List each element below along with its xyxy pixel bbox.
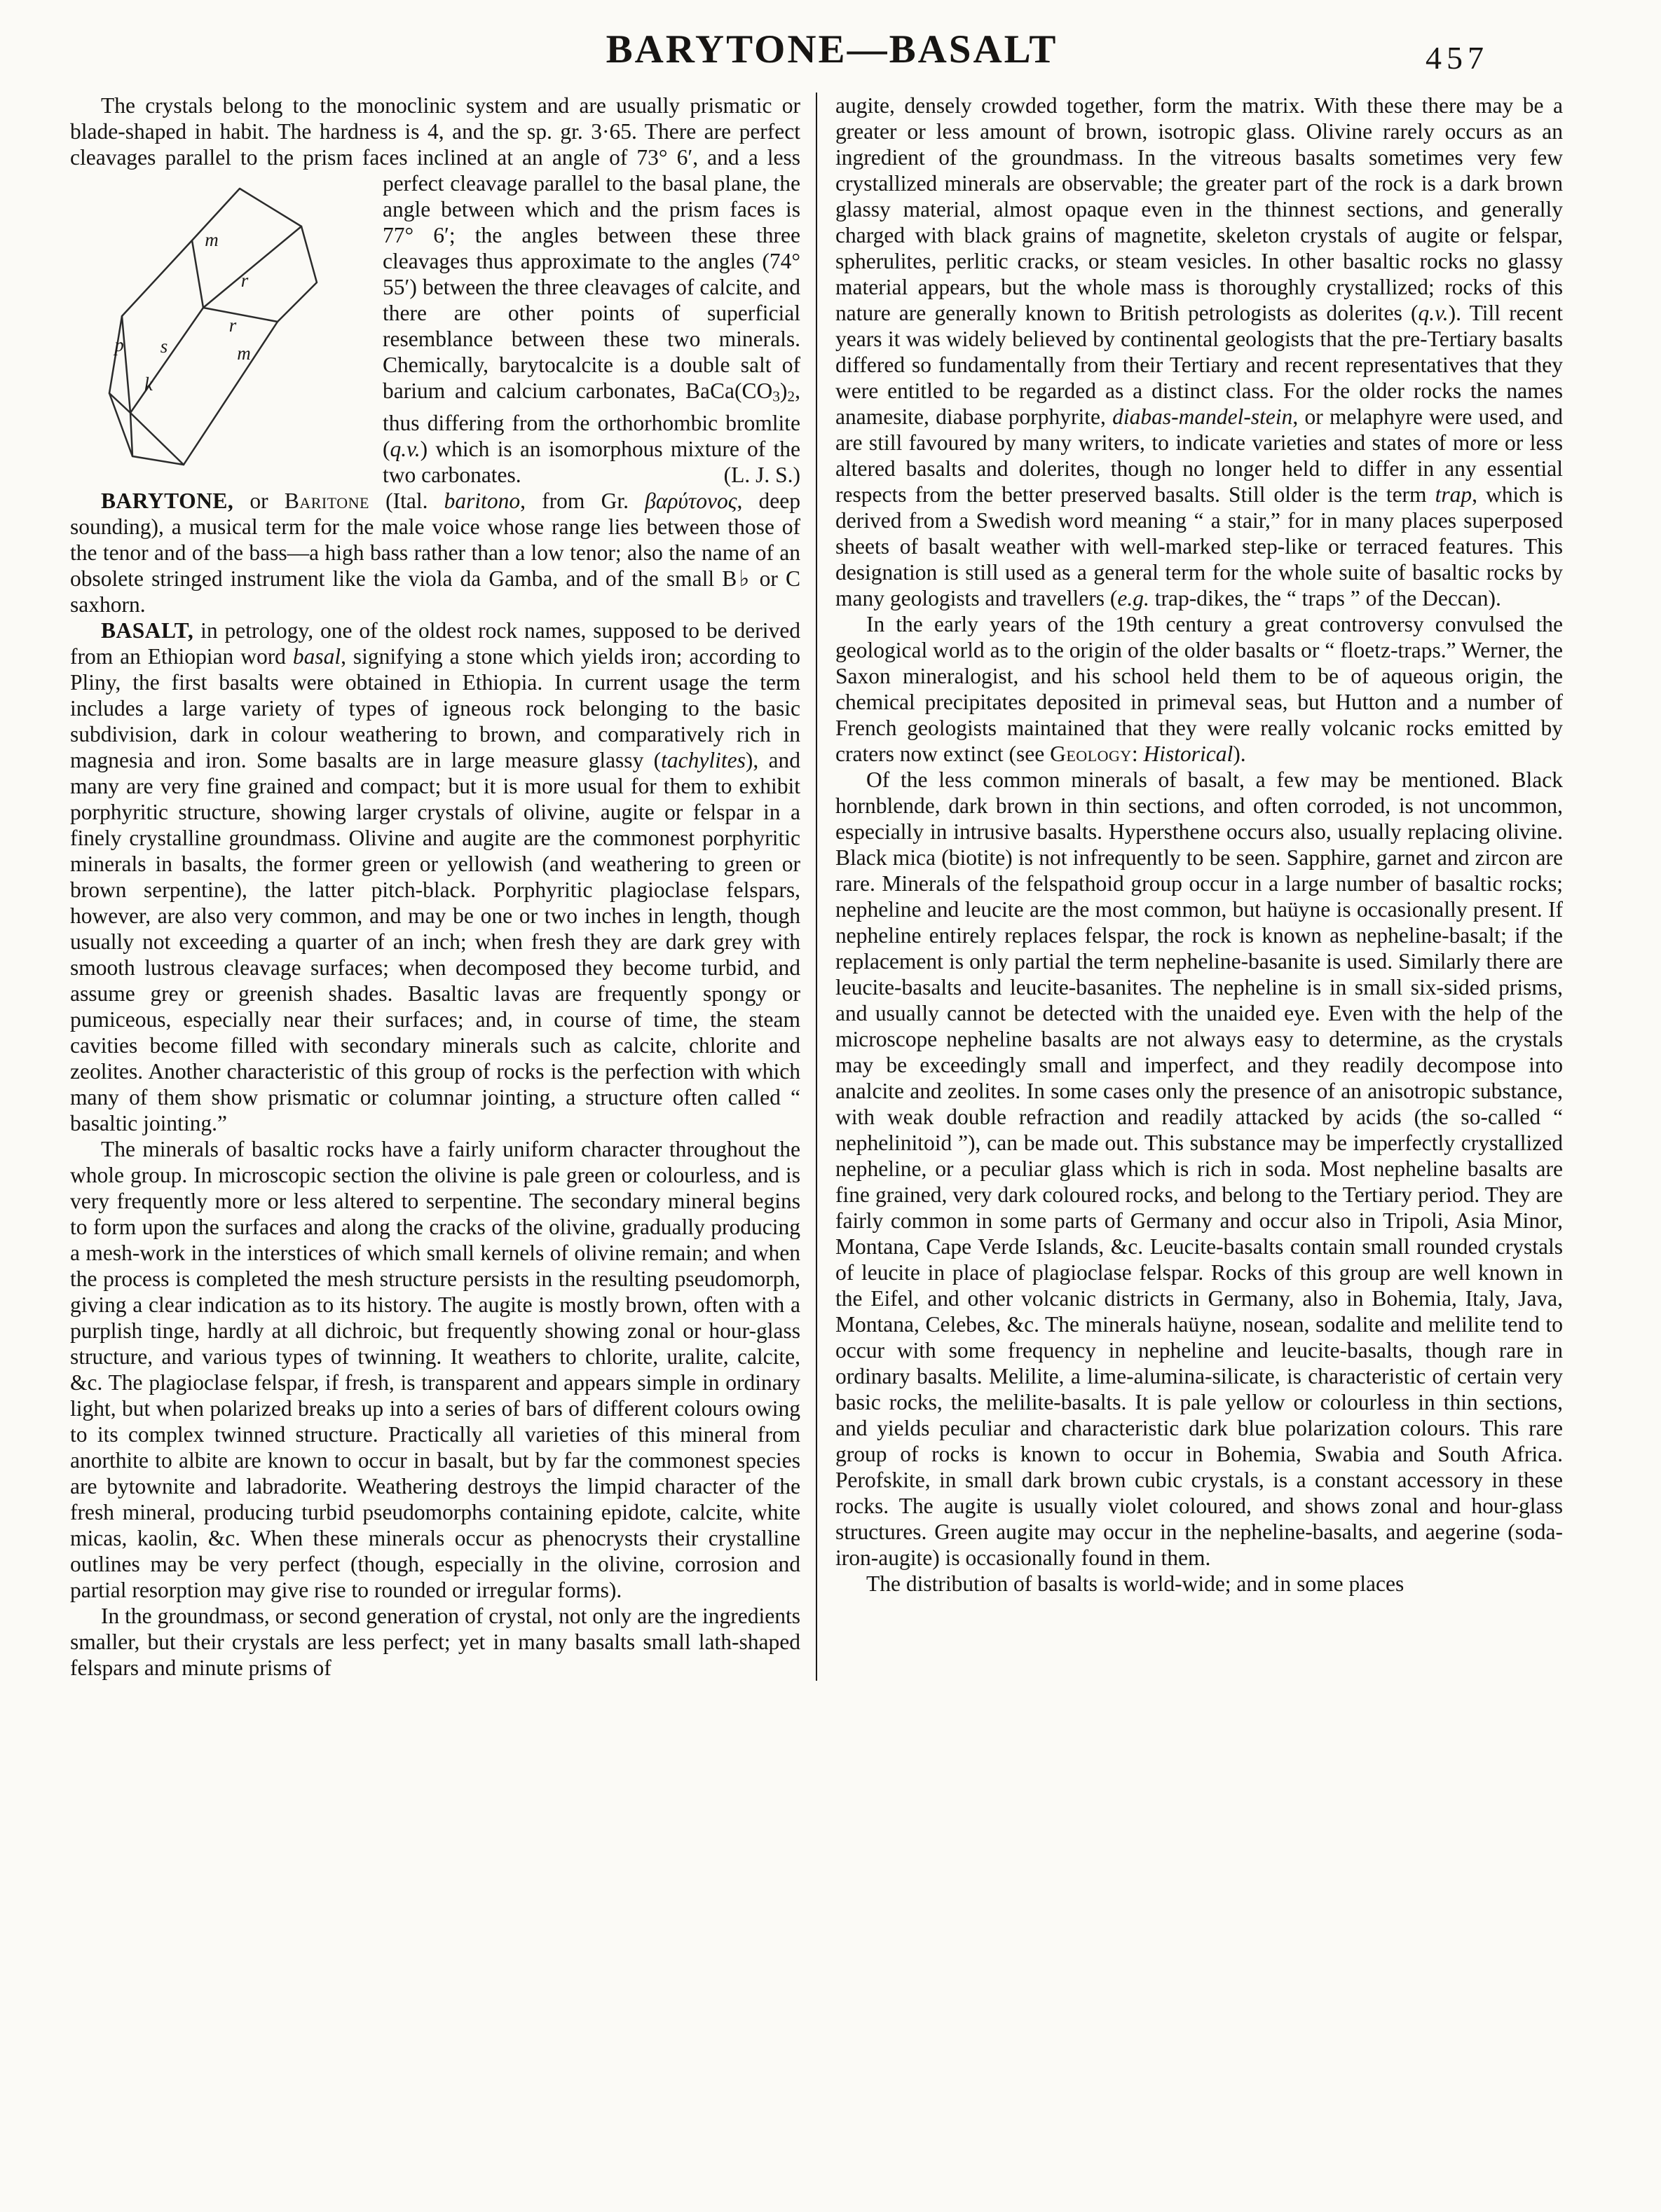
face-label-r: r (240, 270, 249, 291)
page-header (70, 27, 1594, 84)
paragraph: BASALT, in petrology, one of the oldest rock names, supposed to be derived from an Ethiopian word basal, signifying a stone which yields iron; according to Pliny, the first basalts were obtained in Ethiopia. In current usage the term includes a large variety of types of igneous rock belonging to the basic subdivision, dark in colour weathering to brown, and comparatively rich in magnesia and iron. Some basalts are in large measure glassy (tachylites), and many are very fine grained and compact; but it is more usual for them to exhibit porphyritic structure, showing larger crystals of olivine, augite or felspar in a finely crystalline groundmass. Olivine and augite are the commonest porphyritic minerals in basalts, the former green or yellowish (and weathering to green or brown serpentine), the latter pitch-black. Porphyritic plagioclase felspars, however, are also very common, and may be one or two inches in length, though usually not exceeding a quarter of an inch; when fresh they are dark grey with smooth lustrous cleavage surfaces; when decomposed they become turbid, and assume grey or greenish shades. Basaltic lavas are frequently spongy or pumiceous, especially near their surfaces; and, in course of time, the steam cavities become filled with secondary minerals such as calcite, chlorite and zeolites. Another characteristic of this group of rocks is the perfection with which many of them show prismatic or columnar jointing, a structure often called “ basaltic jointing.” (70, 617, 800, 1135)
text-segment: βαρύτονος (645, 488, 737, 513)
paragraph: The distribution of basalts is world-wide; and in some places (866, 1571, 1404, 1596)
paragraph: In the early years of the 19th century a great controversy convulsed the geological world as to the origin of the older basalts or “ floetz-traps.” Werner, the Saxon mineralogist, and his school held them to be of aqueous origin, the chemical precipitates deposited in primeval seas, but Hutton and a number of French geologists maintained that they were really volcanic rocks emitted by craters now extinct (see Geology: Historical). (835, 612, 1563, 766)
left-column (70, 93, 816, 1681)
paragraph: Of the less common minerals of basalt, a few may be mentioned. Black hornblende, dark brown in thin sections, and often corroded, is not uncommon, especially in intrusive basalts. Hypersthene occurs also, usually replacing olivine. Black mica (biotite) is not infrequently to be seen. Sapphire, garnet and zircon are rare. Minerals of the felspathoid group occur in a large number of basaltic rocks; nepheline and leucite are the most common, but haüyne is occasionally present. If nepheline entirely replaces felspar, the rock is known as nepheline-basalt; if the replacement is only partial the term nepheline-basanite is used. Similarly there are leucite-basalts and leucite-basanites. The nepheline is in small six-sided prisms, and usually cannot be detected with the unaided eye. Even with the help of the microscope nepheline basalts are not always easy to determine, as the crystals may be exceedingly small and imperfect, and they readily decompose into analcite and zeolites. In some cases only the presence of an anisotropic substance, with weak double refraction and readily attacked by acids (the so-called “ nephelinitoid ”), can be made out. This substance may be imperfectly crystallized nepheline, or a peculiar glass which is rich in soda. Most nepheline basalts are fine grained, very dark coloured rocks, and belong to the Tertiary period. They are fairly common in some parts of Germany and occur also in Tripoli, Asia Minor, Montana, Cape Verde Islands, &c. Leucite-basalts contain small rounded crystals of leucite in place of plagioclase felspar. Rocks of this group are well known in the Eifel, and other volcanic districts in Germany, also in Bohemia, Italy, Java, Montana, Celebes, &c. The minerals haüyne, nosean, sodalite and melilite tend to occur with some frequency in nepheline and leucite-basalts, though rare in ordinary basalts. Melilite, a lime-alumina-silicate, is characteristic of certain very basic rocks, the melilite-basalts. It is pale yellow or colourless in thin sections, and yields peculiar and characteristic dark blue polarization colours. This rare group of rocks is known to occur in Bohemia, Swabia and South Africa. Perofskite, in small dark brown cubic crystals, is a constant accessory in these rocks. The augite is usually violet coloured, and shows zonal and hour-glass structures. Green augite may occur in the nepheline-basalts, and aegerine (soda-iron-augite) is occasionally found in them. (835, 767, 1563, 1570)
paragraph: The minerals of basaltic rocks have a fairly uniform character throughout the whole group. In microscopic section the olivine is pale green or colourless, and is very frequently more or less altered to serpentine. The secondary mineral begins to form upon the surfaces and along the cracks of the olivine, gradually producing a mesh-work in the interstices of which small kernels of olivine remain; and when the process is completed the mesh structure persists in the resulting pseudomorph, giving a clear indication as to its history. The augite is mostly brown, often with a purplish tinge, hardly at all dichroic, but frequently showing zonal or hour-glass structure, and various types of twinning. It weathers to chlorite, uralite, calcite, &c. The plagioclase felspar, if fresh, is transparent and appears simple in ordinary light, but when polarized breaks up into a series of bars of different colours owing to its complex twinned structure. Practically all varieties of this mineral from anorthite to albite are known to occur in basalt, but by far the commonest species are bytownite and labradorite. Weathering destroys the limpid character of the fresh mineral, producing turbid pseudomorphs containing epidote, calcite, white micas, kaolin, &c. When these minerals occur as phenocrysts their crystalline outlines may be very perfect (though, especially in the olivine, corrosion and partial resorption may give rise to rounded or irregular forms). (70, 1136, 800, 1602)
paragraph: In the groundmass, or second generation of crystal, not only are the ingredients smaller, but their crystals are less perfect; yet in many basalts small lath-shaped felspars and minute prisms of (70, 1603, 800, 1680)
face-label-r: r (228, 315, 237, 336)
crystal-line-drawing-icon (94, 176, 362, 467)
paragraph: augite, densely crowded together, form the matrix. With these there may be a greater or less amount of brown, isotropic glass. Olivine rarely occurs as an ingredient of the groundmass. In the vitreous basalts sometimes very few crystallized minerals are observable; the greater part of the rock is a dark brown glassy material, almost opaque even in the thinnest sections, and generally charged with black grains of magnetite, skeleton crystals of augite or felspar, spherulites, perlitic cracks, or steam vesicles. In other basaltic rocks no glassy material appears, but the whole mass is thoroughly crystallized; rocks of this nature are generally known to British petrologists as dolerites (q.v.). Till recent years it was widely believed by continental geologists that the pre-Tertiary basalts differed so fundamentally from their Tertiary and recent representatives that they were entitled to be regarded as a distinct class. For the older rocks the names anamesite, diabase porphyrite, diabas-mandel-stein, or melaphyre were used, and are still favoured by many writers, to indicate varieties and states of more or less altered basalts and dolerites, though no longer held to differ in any essential respects from the better preserved basalts. Still older is the term trap, which is derived from a Swedish word meaning “ a stair,” for in many places superposed sheets of basalt weather with well-marked step-like or terraced features. This designation is still used as a general term for the whole suite of basaltic rocks by many geologists and travellers (e.g. trap-dikes, the “ traps ” of the Deccan). (835, 93, 1564, 610)
text-segment: Baritone (284, 488, 369, 513)
text-segment: tachylites (661, 747, 746, 772)
text-segment: Geology (1050, 742, 1132, 766)
text-segment: BARYTONE, (101, 488, 234, 513)
text-segment: BASALT, (101, 617, 194, 643)
face-label-m: m (205, 229, 219, 250)
text-segment: diabas-mandel-stein (1112, 404, 1293, 429)
right-column (817, 93, 1563, 1681)
text-segment: baritono (444, 488, 521, 513)
text-columns (70, 93, 1594, 1681)
page-number: 457 (1426, 40, 1489, 76)
paragraph: BARYTONE, or Baritone (Ital. baritono, from Gr. βαρύτονος, deep sounding), a musical term for the male voice whose range lies between those of the tenor and of the bass—a high bass rather than a low tenor; also the name of an obsolete stringed instrument like the viola da Gamba, and of the small B♭ or C saxhorn. (70, 488, 800, 617)
crystal-diagram (94, 176, 362, 467)
running-head: BARYTONE—BASALT (606, 27, 1058, 71)
text-segment: 3 (772, 388, 780, 405)
text-segment: q.v. (390, 436, 421, 461)
face-label-m: m (237, 343, 251, 364)
text-segment: e.g. (1117, 586, 1149, 610)
text-segment: Historical (1143, 742, 1233, 766)
face-label-k: k (144, 374, 153, 395)
face-label-p: p (114, 334, 124, 355)
paragraph: The crystals belong to the monoclinic system and are usually prismatic or blade-shaped in habit. The hardness is 4, and the sp. gr. 3·65. There are perfect cleavages parallel to the prism faces inclined at an angle of 73° 6′, and a less perfect cleavage m r p r s m k parallel to the basal plane, the angle between which and the prism faces is 77° 6′; the angles between these three cleavages thus approximate to the angles (74° 55′) between the three cleavages of calcite, and there are other points of superficial resemblance between these two minerals. Chemically, barytocalcite is a double salt of barium and calcium carbonates, BaCa(CO3)2, thus differing from the orthorhombic bromlite (q.v.) which is an isomorphous mixture of the two carbonates. (L. J. S.) (70, 93, 800, 487)
text-segment: trap (1435, 482, 1472, 507)
text-segment: basal (292, 643, 341, 669)
text-segment: 2 (787, 388, 795, 405)
text-segment: (L. J. S.) (723, 462, 800, 487)
text-segment: q.v. (1418, 301, 1449, 325)
face-label-s: s (160, 336, 168, 357)
